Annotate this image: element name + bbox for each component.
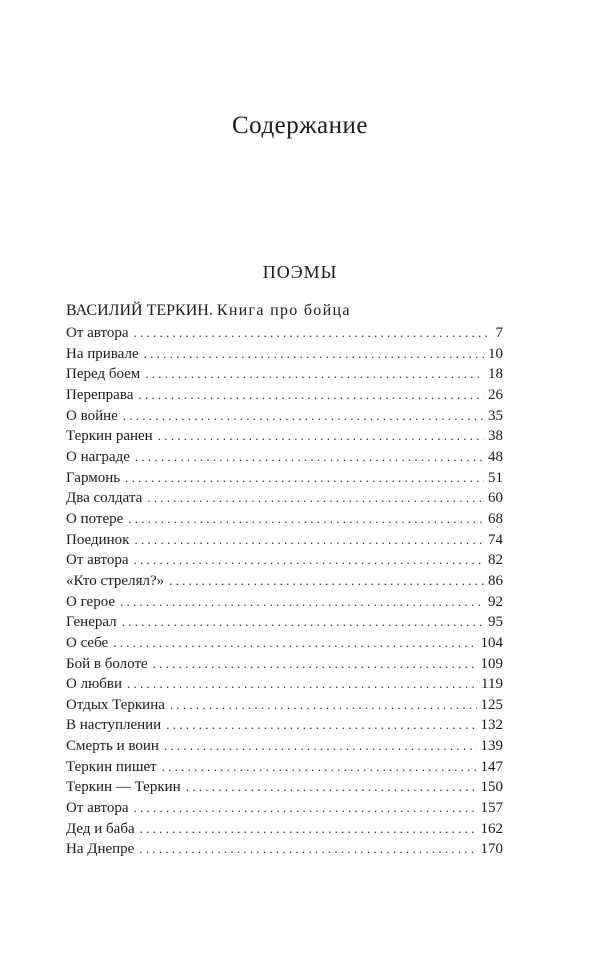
toc-entry	[66, 777, 503, 798]
toc-entry-page-number: 170	[480, 841, 503, 858]
toc-dot-leader	[135, 447, 484, 467]
toc-entry-label: От автора	[66, 325, 129, 341]
toc-entry	[66, 654, 503, 675]
toc-entry-label: На привале	[66, 345, 139, 362]
toc-dot-leader	[140, 819, 477, 839]
toc-entry	[66, 385, 503, 406]
toc-entry-page-number: 51	[488, 469, 503, 486]
toc-entry-page-number: 104	[480, 634, 503, 651]
toc-entry-page-number: 125	[480, 696, 503, 713]
toc-entry	[66, 695, 503, 716]
toc-entry	[66, 674, 503, 695]
toc-entry-label: «Кто стрелял?»	[66, 572, 165, 589]
toc-dot-leader	[134, 530, 484, 550]
toc-entry	[66, 798, 503, 819]
toc-entry	[66, 509, 503, 530]
toc-dot-leader	[139, 839, 476, 859]
toc-entry-label: Перед боем	[66, 366, 141, 383]
toc-entry-page-number: 10	[488, 345, 503, 362]
toc-entry	[66, 612, 503, 633]
toc-entry-label: О себе	[66, 634, 109, 651]
toc-entry-page-number: 18	[488, 366, 503, 383]
toc-entry-page-number: 60	[488, 490, 503, 507]
toc-entry-page-number: 48	[488, 448, 503, 465]
work-title-sub: Книга про бойца	[216, 302, 351, 319]
toc-entry-page-number: 95	[488, 614, 503, 631]
toc-entry-label: Два солдата	[66, 490, 143, 507]
toc-entry-label: О любви	[66, 676, 123, 693]
toc-entry-page-number: 74	[488, 531, 503, 548]
section-heading: ПОЭМЫ	[262, 262, 338, 282]
work-title-main: ВАСИЛИЙ ТЕРКИН.	[66, 302, 213, 319]
toc-entry-label: Теркин — Теркин	[66, 779, 181, 796]
toc-entry-label: От автора	[66, 800, 129, 817]
toc-dot-leader	[113, 633, 476, 653]
page-title: Содержание	[232, 112, 368, 139]
toc-dot-leader	[153, 654, 477, 674]
toc-entry-label: Генерал	[66, 614, 117, 631]
toc-dot-leader	[123, 406, 484, 426]
toc-entry-label: На Днепре	[66, 841, 135, 858]
work-title	[66, 300, 351, 322]
toc-entry	[66, 426, 503, 447]
toc-entry-label: Отдых Теркина	[66, 696, 165, 713]
toc-entry-label: Смерть и воин	[66, 738, 159, 755]
toc-entry	[66, 530, 503, 551]
toc-entry-label: Переправа	[66, 386, 134, 403]
toc-dot-leader	[158, 426, 484, 446]
toc-entry-label: Бой в болоте	[66, 655, 148, 672]
toc-entry	[66, 633, 503, 654]
toc-entry-label: В наступлении	[66, 717, 162, 734]
toc-entry-page-number: 26	[488, 386, 503, 403]
toc-entry-page-number: 109	[480, 655, 503, 672]
table-of-contents	[66, 323, 503, 860]
toc-entry-label: От автора	[66, 552, 129, 569]
toc-entry-label: О войне	[66, 407, 118, 424]
toc-entry-page-number: 157	[480, 800, 503, 817]
toc-dot-leader	[166, 715, 476, 735]
toc-dot-leader	[120, 592, 484, 612]
toc-entry-page-number: 92	[488, 593, 503, 610]
toc-entry	[66, 571, 503, 592]
toc-entry	[66, 819, 503, 840]
toc-entry	[66, 364, 503, 385]
toc-entry-page-number: 7	[495, 325, 503, 341]
toc-dot-leader	[147, 488, 484, 508]
toc-dot-leader	[134, 550, 484, 570]
toc-dot-leader	[164, 736, 477, 756]
toc-dot-leader	[144, 344, 484, 364]
toc-entry	[66, 550, 503, 571]
toc-dot-leader	[170, 695, 477, 715]
toc-entry-page-number: 147	[480, 758, 503, 775]
toc-entry	[66, 323, 503, 344]
toc-dot-leader	[127, 674, 477, 694]
toc-entry-label: Гармонь	[66, 469, 121, 486]
toc-entry	[66, 488, 503, 509]
toc-dot-leader	[125, 468, 484, 488]
toc-entry-label: Теркин ранен	[66, 428, 153, 445]
toc-dot-leader	[138, 385, 484, 405]
toc-entry-label: О награде	[66, 448, 130, 465]
toc-entry	[66, 736, 503, 757]
toc-entry-page-number: 86	[488, 572, 503, 589]
toc-entry	[66, 715, 503, 736]
toc-entry-label: О потере	[66, 510, 124, 527]
toc-entry-page-number: 139	[480, 738, 503, 755]
toc-entry-label: Поединок	[66, 531, 130, 548]
toc-entry-page-number: 132	[480, 717, 503, 734]
toc-dot-leader	[134, 798, 477, 818]
toc-dot-leader	[122, 612, 484, 632]
toc-entry-page-number: 35	[488, 407, 503, 424]
toc-entry	[66, 592, 503, 613]
toc-dot-leader	[145, 364, 484, 384]
toc-entry-label: О герое	[66, 593, 116, 610]
toc-entry-page-number: 162	[480, 820, 503, 837]
toc-entry	[66, 468, 503, 489]
toc-entry-page-number: 82	[488, 552, 503, 569]
toc-entry	[66, 344, 503, 365]
toc-entry	[66, 839, 503, 860]
toc-entry	[66, 406, 503, 427]
toc-entry-page-number: 150	[480, 779, 503, 796]
toc-entry-page-number: 68	[488, 510, 503, 527]
toc-entry	[66, 757, 503, 778]
toc-dot-leader	[186, 777, 477, 797]
toc-dot-leader	[162, 757, 477, 777]
toc-entry-label: Дед и баба	[66, 820, 135, 837]
toc-dot-leader	[128, 509, 484, 529]
toc-entry-page-number: 38	[488, 428, 503, 445]
toc-entry	[66, 447, 503, 468]
toc-entry-page-number: 119	[481, 676, 503, 693]
toc-dot-leader	[134, 323, 492, 343]
toc-dot-leader	[169, 571, 484, 591]
toc-entry-label: Теркин пишет	[66, 758, 157, 775]
